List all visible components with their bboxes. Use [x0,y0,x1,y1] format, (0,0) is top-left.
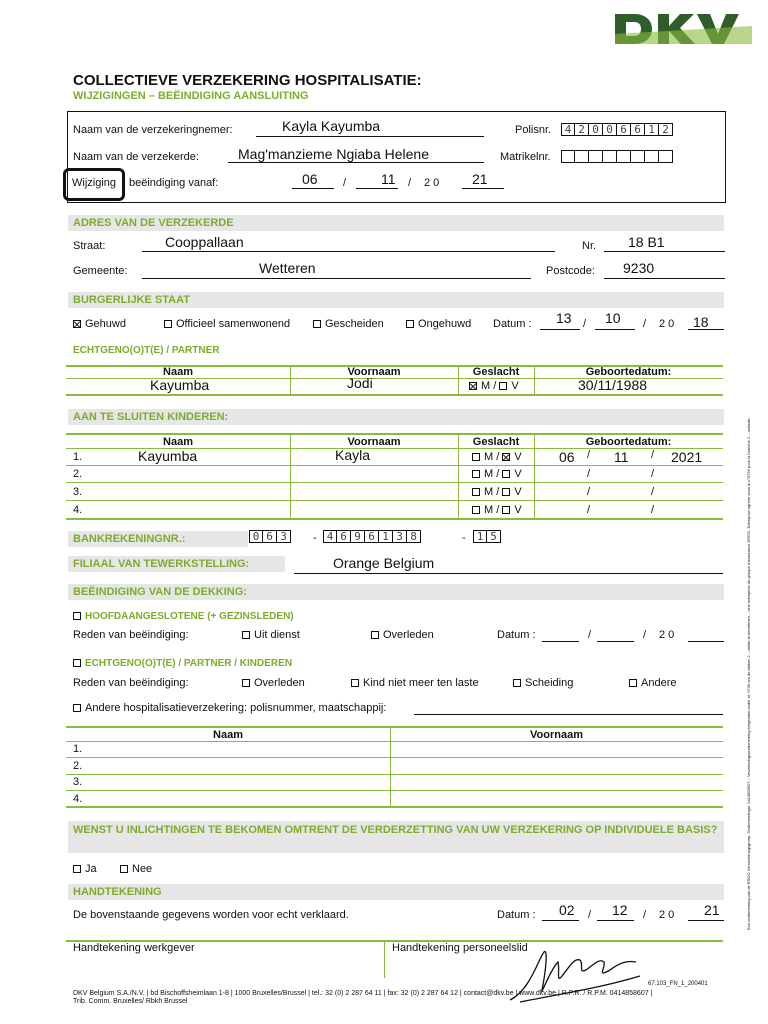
verzekerde-label: Naam van de verzekerde: [73,151,199,163]
bank-group-3[interactable]: 1 5 [473,530,501,543]
burgerlijke-header: BURGERLIJKE STAAT [68,292,724,308]
checkbox[interactable] [73,612,81,620]
row-num: 4. [73,504,83,516]
hoofd-option[interactable] [73,611,294,622]
checkbox[interactable] [502,488,510,496]
polis-boxes[interactable]: 4 2 0 0 6 6 1 2 [561,123,673,136]
kind-y: 2021 [671,449,703,465]
kind-d: 06 [559,449,575,465]
row-num: 2. [73,468,83,480]
footer-line1: DKV Belgium S.A./N.V. | bd Bischoffsheimlaan 1-8 | 1000 Bruxelles/Brussel | tel.: 32 (0) 2 287 64 11 | fax: 32 (0) 2 287 64 12 | contact@dkv.be | www.dkv.be | R.P.R. / R.P.M. 0414858607 | [73,990,653,997]
col-voornaam: Voornaam [347,436,401,448]
col-naam: Naam [163,366,193,378]
checkbox[interactable] [472,470,480,478]
date-line[interactable] [688,641,724,642]
opt-gescheiden[interactable] [313,318,384,330]
datum-label: Datum : [493,318,532,330]
row-line [66,774,723,775]
year-prefix: 2 0 [659,629,675,641]
signature-icon [500,940,645,1008]
filiaal-label: FILIAAL VAN TEWERKSTELLING: [73,558,250,570]
row-line [66,757,723,758]
slash: / [588,629,592,641]
checkbox[interactable] [242,679,250,687]
col-geboorte: Geboortedatum: [585,436,672,448]
row-line [66,790,723,791]
row-line [66,741,723,742]
partner-geboorte: 30/11/1988 [578,377,648,393]
year-prefix: 2 0 [659,318,675,330]
partner-naam: Kayumba [150,377,210,393]
checkbox[interactable] [406,320,414,328]
ja-label: Ja [85,863,97,875]
vanaf-year: 21 [472,171,488,187]
v-label: V [514,451,522,463]
checkbox[interactable] [351,679,359,687]
ongehuwd-label: Ongehuwd [418,318,472,330]
col-naam: Naam [163,436,193,448]
overleden-option[interactable] [371,629,434,641]
slash: / [587,486,591,498]
overleden-label: Overleden [383,629,434,641]
date-line[interactable] [542,641,579,642]
nr-line[interactable] [604,251,725,252]
datum-label: Datum : [497,909,536,921]
bs-month-line[interactable] [595,329,635,330]
checkbox[interactable] [73,865,81,873]
sign-month-line[interactable] [597,920,634,921]
verklaard-text: De bovenstaande gegevens worden voor echt verklaard. [73,909,349,921]
andere-hosp-option[interactable] [73,702,386,714]
gehuwd-label: Gehuwd [85,318,126,330]
bs-day-line[interactable] [540,329,580,330]
andere-hosp-label: Andere hospitalisatieverzekering: polisnummer, maatschappij: [85,702,387,714]
slash: / [651,449,655,461]
sign-year: 21 [704,902,720,918]
sign-month: 12 [612,902,628,918]
werkgever-label: Handtekening werkgever [73,942,195,954]
andere-label: Andere [641,677,677,689]
checkbox[interactable] [371,631,379,639]
row-num: 3. [73,776,83,788]
row-num: 4. [73,793,83,805]
checkbox-checked[interactable] [73,320,81,328]
verzekerde-value: Mag'manzieme Ngiaba Helene [238,146,429,162]
vanaf-label: beëindiging vanaf: [129,177,219,189]
kinderen-top-line [66,433,723,435]
footer-line2: Trib. Comm. Bruxelles/ Rbkh Brussel [73,998,188,1005]
slash: / [343,177,347,189]
slash: / [588,909,592,921]
uit-dienst-label: Uit dienst [254,629,300,641]
nemer-label: Naam van de verzekeringnemer: [73,124,233,136]
v-label: V [511,380,519,392]
checkbox[interactable] [120,865,128,873]
nee-label: Nee [132,863,153,875]
nemer-value: Kayla Kayumba [282,118,381,134]
gemeente-value: Wetteren [259,260,316,276]
row-line [66,500,723,501]
dash: - [313,532,317,544]
row-num: 1. [73,451,83,463]
reden-label: Reden van beëindiging: [73,629,189,641]
checkbox[interactable] [499,382,507,390]
gemeente-label: Gemeente: [73,265,128,277]
checkbox[interactable] [502,470,510,478]
kind-geslacht[interactable] [472,451,522,463]
row-num: 1. [73,743,83,755]
straat-value: Cooppallaan [165,234,244,250]
v-label: V [514,486,522,498]
m-label: M / [481,380,497,392]
matrikel-boxes[interactable] [561,150,673,163]
row-line [66,482,723,483]
row-line [66,518,723,520]
vanaf-month: 11 [381,171,396,187]
m-label: M / [484,504,500,516]
checkbox-checked[interactable] [502,453,510,461]
nee-option[interactable] [120,863,152,875]
checkbox[interactable] [472,488,480,496]
wijziging-label: Wijziging [72,177,117,189]
postcode-line[interactable] [604,278,725,279]
dash: - [462,532,466,544]
slash: / [587,468,591,480]
col-naam: Naam [213,729,243,741]
v-label: V [514,504,522,516]
handtekening-header: HANDTEKENING [68,884,724,900]
checkbox[interactable] [502,506,510,514]
kind-geslacht[interactable] [472,504,522,516]
bank-group-1[interactable]: 0 6 3 [249,530,291,543]
form-subtitle: WIJZIGINGEN – BEËINDIGING AANSLUITING [73,90,309,102]
slash: / [651,486,655,498]
opt-gehuwd[interactable] [73,318,126,330]
kind-geslacht[interactable] [472,468,522,480]
verzekerde-line[interactable] [228,162,484,163]
row-num: 3. [73,486,83,498]
nemer-line[interactable] [256,136,484,137]
kind-geslacht[interactable] [472,486,522,498]
slash: / [651,468,655,480]
polis-label: Polisnr. [515,124,552,136]
postcode-label: Postcode: [546,265,595,277]
partner-geslacht[interactable] [469,380,519,392]
scheiding-option[interactable] [513,677,573,689]
slash: / [651,504,655,516]
info-header: WENST U INLICHTINGEN TE BEKOMEN OMTRENT DE VERDERZETTING VAN UW VERZEKERING OP INDIVIDUELE BASIS? [73,824,718,836]
samenwonend-label: Officieel samenwonend [176,318,291,330]
bs-month: 10 [605,310,621,326]
sign-day-line[interactable] [542,920,579,921]
v-label: V [514,468,522,480]
slash: / [643,318,647,330]
col-geslacht: Geslacht [472,366,520,378]
kind-voornaam: Kayla [335,447,371,463]
slash: / [408,177,412,189]
uit-dienst-option[interactable] [242,629,300,641]
filiaal-line[interactable] [294,573,723,574]
date-line[interactable] [597,641,634,642]
bs-day: 13 [556,310,572,326]
kind-label: Kind niet meer ten laste [363,677,479,689]
sign-year-line[interactable] [688,920,724,921]
vanaf-day-line[interactable] [292,188,334,189]
row-line [66,465,723,466]
adres-header: ADRES VAN DE VERZEKERDE [68,215,724,231]
bank-group-2[interactable]: 4 6 9 6 1 3 8 [323,530,421,543]
form-code: 67.103_FN_1_200401 [648,981,708,987]
nr-value: 18 B1 [628,234,665,250]
filiaal-value: Orange Belgium [333,555,435,571]
matrikel-label: Matrikelnr. [500,151,551,163]
datum-label: Datum : [497,629,536,641]
straat-line[interactable] [142,251,555,252]
year-prefix: 2 0 [659,909,675,921]
echt-option[interactable] [73,658,292,669]
kind-option[interactable] [351,677,479,689]
reden-label: Reden van beëindiging: [73,677,189,689]
table-top-line [66,726,723,728]
row-line [66,806,723,808]
form-title: COLLECTIEVE VERZEKERING HOSPITALISATIE: [73,72,422,89]
slash: / [587,504,591,516]
personeelslid-label: Handtekening personeelslid [392,942,528,954]
kind-m: 11 [614,449,629,465]
hoofd-label: HOOFDAANGESLOTENE (+ GEZINSLEDEN) [85,611,294,622]
andere-hosp-line[interactable] [414,714,723,715]
checkbox[interactable] [164,320,172,328]
echt-label: ECHTGENO(O)T(E) / PARTNER / KINDEREN [85,658,293,669]
vanaf-year-line[interactable] [462,188,504,189]
sign-day: 02 [559,902,575,918]
partner-bottom-line [66,394,723,396]
andere-option[interactable] [629,677,676,689]
bs-year: 18 [693,314,709,330]
nr-label: Nr. [582,240,597,252]
slash: / [587,449,591,461]
col-voornaam: Voornaam [347,366,401,378]
checkbox[interactable] [73,704,81,712]
vanaf-day: 06 [302,171,318,187]
kinderen-header: AAN TE SLUITEN KINDEREN: [68,409,724,425]
m-label: M / [484,451,500,463]
checkbox-checked[interactable] [469,382,477,390]
partner-header: ECHTGENO(O)T(E) / PARTNER [73,345,220,356]
checkbox[interactable] [313,320,321,328]
postcode-value: 9230 [623,260,655,276]
col-geslacht: Geslacht [472,436,520,448]
year-prefix: 2 0 [424,177,440,189]
checkbox[interactable] [513,679,521,687]
row-num: 2. [73,760,83,772]
checkbox[interactable] [73,659,81,667]
col-geboorte: Geboortedatum: [585,366,672,378]
overleden2-option[interactable] [242,677,305,689]
partner-voornaam: Jodi [347,375,373,391]
side-legal-text: Een onderneming van de ERGO Versicherungsgroep. Ondernemingnr. 0414858607 – Verzekeringsonderneming toegelaten onder nr. 0739 om de takken 2 – ziekte te beoefenen – Une entreprise du groupe d'assurance ERGO. Entreprise agréée sous le n°0739 pour la branche 2 – maladie. [746,417,751,930]
opt-samenwonend[interactable] [164,318,290,330]
slash: / [643,909,647,921]
ja-option[interactable] [73,863,97,875]
gescheiden-label: Gescheiden [325,318,384,330]
checkbox[interactable] [242,631,250,639]
opt-ongehuwd[interactable] [406,318,471,330]
gemeente-line[interactable] [142,278,531,279]
divider [384,940,385,978]
checkbox[interactable] [629,679,637,687]
slash: / [583,318,587,330]
col-voornaam: Voornaam [530,729,583,741]
beeindiging-header: BEËINDIGING VAN DE DEKKING: [68,584,724,600]
m-label: M / [484,486,500,498]
straat-label: Straat: [73,240,106,252]
m-label: M / [484,468,500,480]
checkbox[interactable] [472,506,480,514]
checkbox[interactable] [472,453,480,461]
scheiding-label: Scheiding [525,677,574,689]
slash: / [643,629,647,641]
overleden-label: Overleden [254,677,305,689]
dkv-logo [612,12,752,46]
vanaf-month-line[interactable] [356,188,398,189]
bank-label: BANKREKENINGNR.: [73,533,186,545]
kind-naam: Kayumba [138,448,198,464]
